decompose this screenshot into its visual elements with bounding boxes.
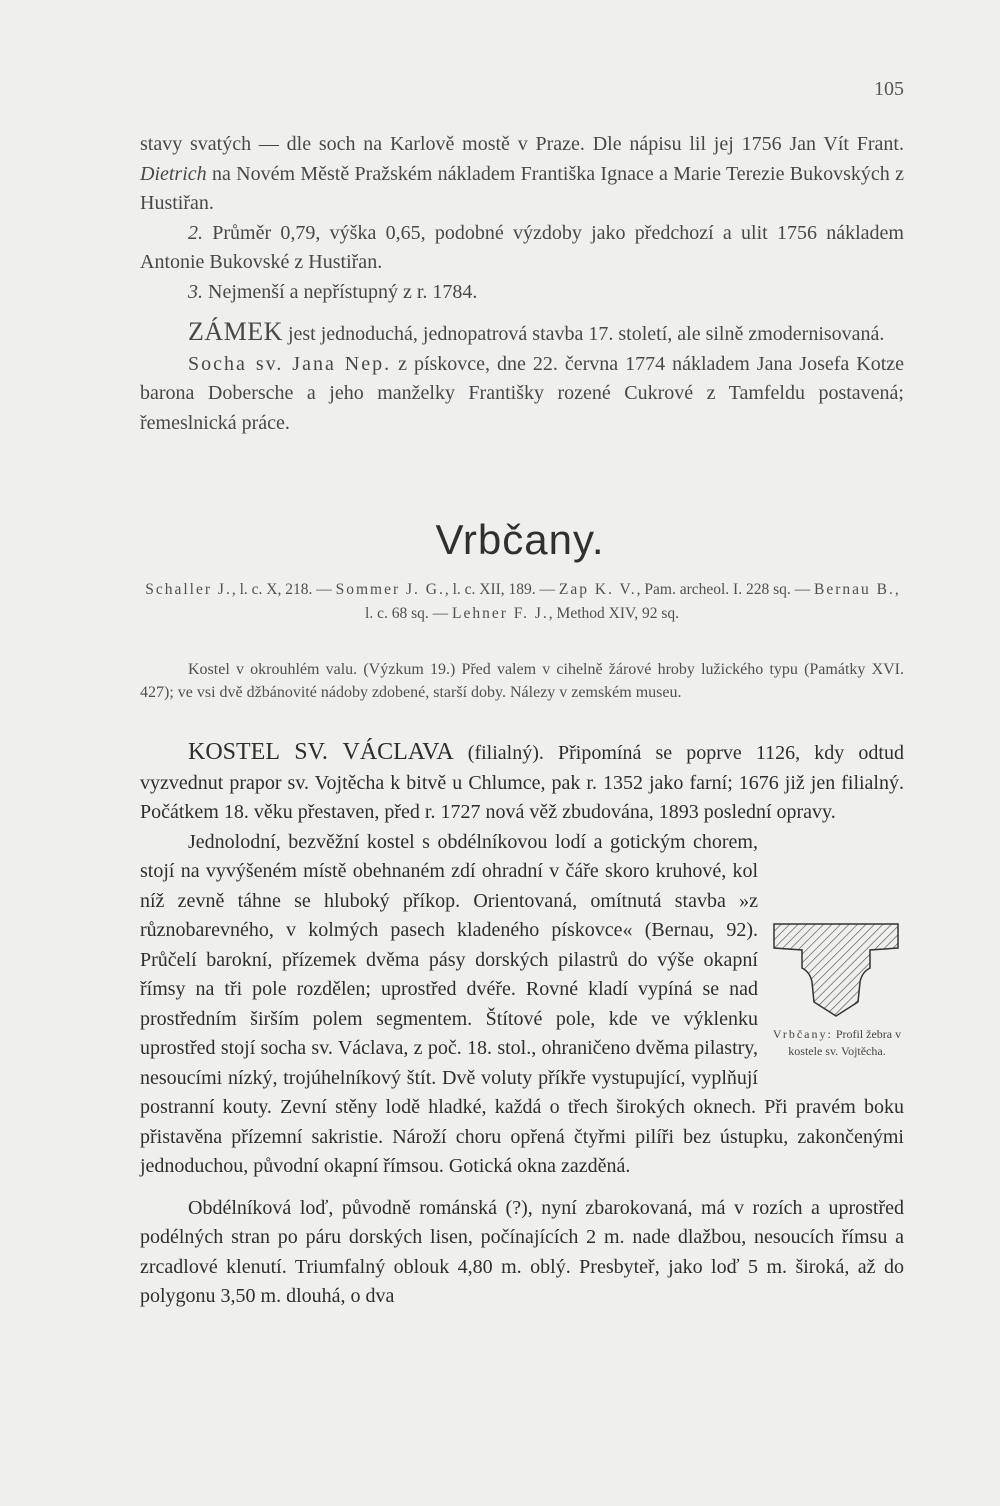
- figure-caption: Vrbčany: Profil žebra v kostele sv. Vojtěcha.: [772, 1027, 902, 1058]
- top-section: [140, 130, 904, 438]
- kostel-paragraph-2: Jednolodní, bezvěžní kostel s obdélníkovou lodí a gotickým chorem, stojí na vyvýšeném místě obehnaném zdí ohradní v čáře skoro kruhové, kol níž zevně táhne se hluboký příkop. Orientovaná, omítnutá stavba »z různobarevného, v kolmých pasech kladeného pískovce« (Bernau, 92). Průčelí barokní, přízemek dvěma pásy dorských pilastrů do výše okapní římsy na tři pole rozdělen; uprostřed dvéře. Rovné kladí vypíná se nad prostředním širším polem segmentem. Štítové pole, kde ve výklenku uprostřed stojí socha sv. Václava, z poč. 18. stol., ohraničeno dvěma pilastry, nesoucími nízký, trojúhelníkový štít. Dvě voluty příkře vystupující, vyplňují postranní kouty. Zevní stěny lodě hladké, každá o třech širokých oknech. Při pravém boku přistavěna přízemní sakristie. Nároží choru opřená čtyřmi pilíři bez ústupku, zakončenými jednoduchou, původní okapní římsou. Gotická okna zazděná.: [140, 830, 904, 1177]
- socha-paragraph: Socha sv. Jana Nep. z pískovce, dne 22. června 1774 nákladem Jana Josefa Kotze barona Dobersche a jeho manželky Františky rozené Cukrové z Tamfeldu postavená; řemeslnická práce.: [140, 352, 905, 434]
- page-number: 105: [874, 78, 904, 100]
- zamek-paragraph: ZÁMEK jest jednoduchá, jednopatrová stavba 17. století, ale silně zmodernisovaná.: [188, 317, 885, 346]
- rib-profile-figure: [770, 918, 902, 1018]
- kostel-paragraph-1: KOSTEL SV. VÁCLAVA (filialný). Připomíná se poprve 1126, kdy odtud vyzvednut prapor sv. Vojtěcha k bitvě u Chlumce, pak r. 1352 jako farní; 1676 již jen filialný. Počátkem 18. věku přestaven, před r. 1727 nová věž zbudována, 1893 poslední opravy.: [140, 739, 904, 823]
- bell-description: stavy svatých — dle soch na Karlově mostě v Praze. Dle nápisu lil jej 1756 Jan Vít Frant. Dietrich na Novém Městě Pražském nákladem Františka Ignace a Marie Terezie Bukovských z Hustiřan.: [140, 133, 904, 214]
- references: Schaller J., l. c. X, 218. — Sommer J. G., l. c. XII, 189. — Zap K. V., Pam. archeol. I. 228 sq. — Bernau B., l. c. 68 sq. — Lehner F. J., Method XIV, 92 sq.: [145, 581, 899, 622]
- kostel-paragraph-3: Obdélníková loď, původně románská (?), nyní zbarokovaná, má v rozích a uprostřed podélných stran po páru dorských lisen, počínajících 2 m. nade dlažbou, nesoucích římsu a zrcadlové klenutí. Triumfalný oblouk 4,80 m. oblý. Presbyteř, jako loď 5 m. široká, až do polygonu 3,50 m. dlouhá, o dva: [140, 1196, 904, 1307]
- intro-paragraph: Kostel v okrouhlém valu. (Výzkum 19.) Před valem v cihelně žárové hroby lužického typu (Památky XVI. 427); ve vsi dvě džbánovité nádoby zdobené, starší doby. Nálezy v zemském museu.: [140, 661, 904, 701]
- zamek-title: ZÁMEK: [188, 317, 283, 346]
- section-title: Vrbčany.: [435, 516, 605, 563]
- bell-2-paragraph: 2. Průměr 0,79, výška 0,65, podobné výzdoby jako předchozí a ulit 1756 nákladem Antonie Bukovské z Hustiřan.: [140, 221, 904, 273]
- kostel-section: [140, 738, 904, 1312]
- author-name: Dietrich: [140, 162, 207, 185]
- kostel-title: KOSTEL SV. VÁCLAVA: [188, 739, 454, 765]
- bell-3-paragraph: 3. Nejmenší a nepřístupný z r. 1784.: [188, 280, 478, 303]
- kostel-subtitle: (filialný).: [453, 742, 544, 764]
- intro-section: [140, 658, 904, 704]
- socha-title: Socha sv. Jana Nep.: [188, 352, 392, 375]
